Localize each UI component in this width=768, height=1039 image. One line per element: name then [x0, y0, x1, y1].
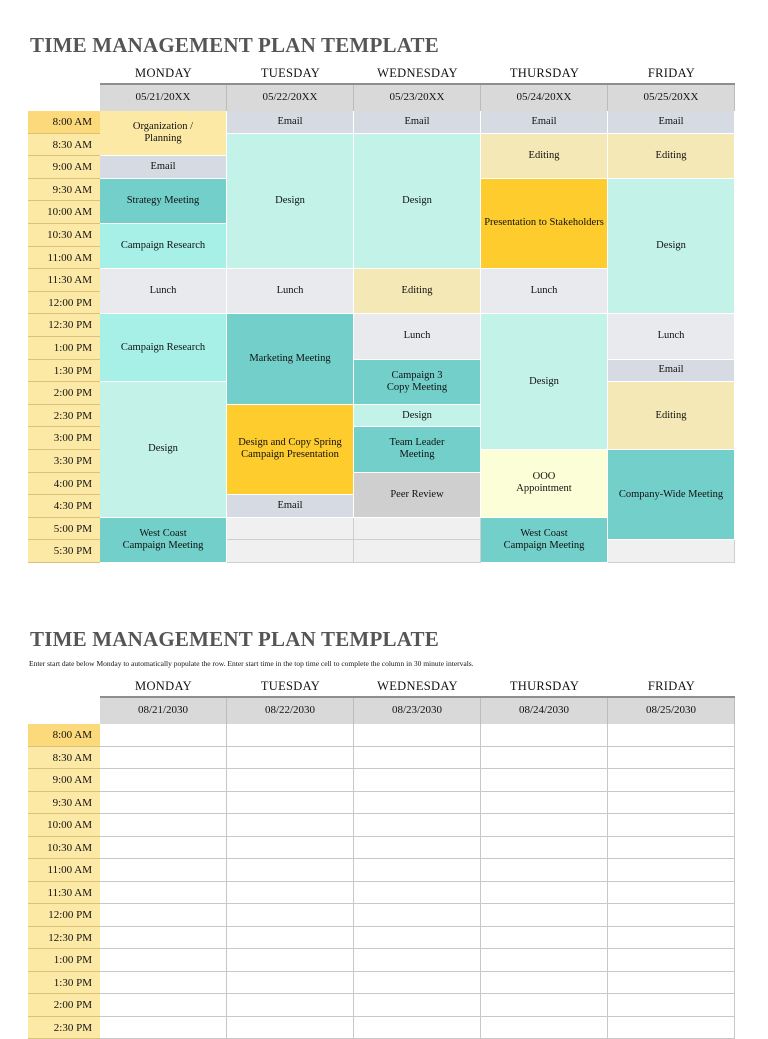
schedule-cell[interactable]	[100, 769, 227, 792]
schedule-event: Organization / Planning	[100, 111, 227, 156]
schedule-event: Design	[608, 179, 735, 315]
schedule-cell[interactable]	[227, 927, 354, 950]
date-cell: 05/25/20XX	[608, 84, 735, 111]
date-cell: 05/22/20XX	[227, 84, 354, 111]
date-cell: 05/23/20XX	[354, 84, 481, 111]
schedule-cell[interactable]	[227, 769, 354, 792]
schedule-cell[interactable]	[608, 904, 735, 927]
schedule-cell[interactable]	[100, 994, 227, 1017]
schedule-event	[227, 540, 354, 563]
schedule-event: Email	[100, 156, 227, 179]
time-slot-label: 8:30 AM	[28, 747, 100, 770]
time-slot-label: 11:00 AM	[28, 859, 100, 882]
page-title: TIME MANAGEMENT PLAN TEMPLATE	[30, 33, 439, 58]
schedule-cell[interactable]	[608, 949, 735, 972]
schedule-event: Lunch	[354, 314, 481, 359]
schedule-cell[interactable]	[481, 1017, 608, 1039]
schedule-event: OOO Appointment	[481, 450, 608, 518]
time-slot-label: 8:30 AM	[28, 134, 100, 157]
schedule-event: Lunch	[481, 269, 608, 314]
time-slot-label: 2:00 PM	[28, 994, 100, 1017]
schedule-cell[interactable]	[481, 882, 608, 905]
schedule-event: Campaign Research	[100, 314, 227, 382]
time-slot-label: 12:00 PM	[28, 292, 100, 315]
schedule-cell[interactable]	[354, 792, 481, 815]
schedule-event: Email	[608, 111, 735, 134]
time-slot-label: 9:00 AM	[28, 156, 100, 179]
schedule-event: Peer Review	[354, 473, 481, 518]
schedule-cell[interactable]	[100, 837, 227, 860]
schedule-event: Design and Copy Spring Campaign Presentation	[227, 405, 354, 495]
schedule-cell[interactable]	[481, 837, 608, 860]
day-header: THURSDAY	[481, 62, 608, 84]
schedule-cell[interactable]	[354, 859, 481, 882]
schedule-cell[interactable]	[100, 747, 227, 770]
schedule-cell[interactable]	[227, 994, 354, 1017]
date-cell: 08/25/2030	[608, 697, 735, 724]
schedule-event: Editing	[608, 382, 735, 450]
schedule-cell[interactable]	[354, 882, 481, 905]
time-slot-label: 4:30 PM	[28, 495, 100, 518]
schedule-event: Email	[481, 111, 608, 134]
schedule-cell[interactable]	[354, 1017, 481, 1039]
schedule-cell[interactable]	[100, 949, 227, 972]
time-slot-label: 4:00 PM	[28, 473, 100, 496]
header-divider	[100, 83, 735, 85]
date-cell: 08/24/2030	[481, 697, 608, 724]
schedule-cell[interactable]	[481, 724, 608, 747]
day-header: FRIDAY	[608, 62, 735, 84]
header-divider	[100, 696, 735, 698]
schedule-cell[interactable]	[481, 747, 608, 770]
schedule-event: West Coast Campaign Meeting	[481, 518, 608, 563]
schedule-cell[interactable]	[608, 837, 735, 860]
time-slot-label: 2:30 PM	[28, 1017, 100, 1039]
schedule-event: Design	[354, 405, 481, 428]
time-slot-label: 2:00 PM	[28, 382, 100, 405]
day-header: TUESDAY	[227, 675, 354, 697]
schedule-cell[interactable]	[354, 904, 481, 927]
date-cell: 05/24/20XX	[481, 84, 608, 111]
schedule-event: Design	[227, 134, 354, 270]
time-slot-label: 2:30 PM	[28, 405, 100, 428]
schedule-event: Design	[354, 134, 481, 270]
schedule-cell[interactable]	[354, 769, 481, 792]
date-cell: 08/23/2030	[354, 697, 481, 724]
day-header: WEDNESDAY	[354, 675, 481, 697]
schedule-cell[interactable]	[354, 724, 481, 747]
schedule-event: Lunch	[227, 269, 354, 314]
schedule-event: Lunch	[608, 314, 735, 359]
template-title: TIME MANAGEMENT PLAN TEMPLATE	[30, 627, 439, 652]
schedule-cell[interactable]	[100, 882, 227, 905]
time-slot-label: 1:30 PM	[28, 360, 100, 383]
schedule-cell[interactable]	[227, 747, 354, 770]
time-slot-label: 12:30 PM	[28, 927, 100, 950]
schedule-cell[interactable]	[100, 904, 227, 927]
time-slot-label: 1:30 PM	[28, 972, 100, 995]
time-slot-label: 10:30 AM	[28, 837, 100, 860]
schedule-event: Email	[227, 111, 354, 134]
schedule-cell[interactable]	[608, 927, 735, 950]
time-slot-label: 11:00 AM	[28, 247, 100, 270]
schedule-cell[interactable]	[100, 1017, 227, 1039]
time-slot-label: 12:30 PM	[28, 314, 100, 337]
time-slot-label: 3:00 PM	[28, 427, 100, 450]
day-header: FRIDAY	[608, 675, 735, 697]
schedule-event: Campaign 3 Copy Meeting	[354, 360, 481, 405]
schedule-grid-example	[28, 62, 735, 564]
schedule-cell[interactable]	[608, 882, 735, 905]
schedule-cell[interactable]	[354, 994, 481, 1017]
schedule-event: West Coast Campaign Meeting	[100, 518, 227, 563]
schedule-cell[interactable]	[100, 972, 227, 995]
schedule-cell[interactable]	[100, 859, 227, 882]
date-cell: 05/21/20XX	[100, 84, 227, 111]
schedule-cell[interactable]	[481, 994, 608, 1017]
schedule-event: Email	[608, 360, 735, 383]
schedule-cell[interactable]	[227, 859, 354, 882]
schedule-event	[227, 518, 354, 541]
schedule-event: Campaign Research	[100, 224, 227, 269]
schedule-cell[interactable]	[354, 837, 481, 860]
schedule-event: Strategy Meeting	[100, 179, 227, 224]
schedule-event: Editing	[481, 134, 608, 179]
time-slot-label: 10:30 AM	[28, 224, 100, 247]
schedule-event: Design	[481, 314, 608, 450]
time-slot-label: 5:30 PM	[28, 540, 100, 563]
schedule-cell[interactable]	[227, 724, 354, 747]
schedule-event: Marketing Meeting	[227, 314, 354, 404]
date-cell: 08/21/2030	[100, 697, 227, 724]
schedule-cell[interactable]	[481, 972, 608, 995]
schedule-cell[interactable]	[608, 769, 735, 792]
day-header: TUESDAY	[227, 62, 354, 84]
schedule-cell[interactable]	[354, 747, 481, 770]
schedule-cell[interactable]	[481, 949, 608, 972]
day-header: THURSDAY	[481, 675, 608, 697]
time-slot-label: 12:00 PM	[28, 904, 100, 927]
schedule-cell[interactable]	[608, 972, 735, 995]
schedule-grid-blank	[28, 675, 735, 1024]
time-slot-label: 11:30 AM	[28, 269, 100, 292]
schedule-cell[interactable]	[608, 724, 735, 747]
time-slot-label: 10:00 AM	[28, 814, 100, 837]
day-header: MONDAY	[100, 675, 227, 697]
date-cell: 08/22/2030	[227, 697, 354, 724]
schedule-event	[354, 518, 481, 541]
schedule-event: Email	[354, 111, 481, 134]
schedule-cell[interactable]	[481, 904, 608, 927]
schedule-cell[interactable]	[227, 1017, 354, 1039]
schedule-cell[interactable]	[354, 927, 481, 950]
schedule-event: Lunch	[100, 269, 227, 314]
schedule-cell[interactable]	[354, 949, 481, 972]
time-slot-label: 11:30 AM	[28, 882, 100, 905]
schedule-cell[interactable]	[608, 859, 735, 882]
schedule-cell[interactable]	[481, 927, 608, 950]
schedule-cell[interactable]	[227, 837, 354, 860]
schedule-cell[interactable]	[100, 814, 227, 837]
schedule-event: Editing	[354, 269, 481, 314]
schedule-cell[interactable]	[481, 792, 608, 815]
schedule-cell[interactable]	[100, 792, 227, 815]
schedule-cell[interactable]	[481, 769, 608, 792]
time-slot-label: 1:00 PM	[28, 337, 100, 360]
time-slot-label: 8:00 AM	[28, 111, 100, 134]
schedule-cell[interactable]	[608, 994, 735, 1017]
schedule-cell[interactable]	[608, 1017, 735, 1039]
schedule-cell[interactable]	[608, 792, 735, 815]
instructions-text: Enter start date below Monday to automatically populate the row. Enter start time in the top time cell to complete the column in 30 minute intervals.	[29, 659, 474, 668]
day-header: WEDNESDAY	[354, 62, 481, 84]
time-slot-label: 10:00 AM	[28, 201, 100, 224]
schedule-cell[interactable]	[608, 814, 735, 837]
day-header: MONDAY	[100, 62, 227, 84]
schedule-event	[354, 540, 481, 563]
schedule-event	[608, 540, 735, 563]
schedule-cell[interactable]	[608, 747, 735, 770]
schedule-event: Email	[227, 495, 354, 518]
schedule-cell[interactable]	[227, 904, 354, 927]
schedule-event: Presentation to Stakeholders	[481, 179, 608, 269]
time-slot-label: 9:00 AM	[28, 769, 100, 792]
schedule-cell[interactable]	[354, 814, 481, 837]
time-slot-label: 9:30 AM	[28, 792, 100, 815]
schedule-event: Team Leader Meeting	[354, 427, 481, 472]
time-slot-label: 5:00 PM	[28, 518, 100, 541]
time-slot-label: 1:00 PM	[28, 949, 100, 972]
schedule-cell[interactable]	[227, 792, 354, 815]
schedule-cell[interactable]	[227, 814, 354, 837]
schedule-cell[interactable]	[227, 972, 354, 995]
schedule-cell[interactable]	[354, 972, 481, 995]
time-slot-label: 8:00 AM	[28, 724, 100, 747]
schedule-cell[interactable]	[227, 949, 354, 972]
schedule-cell[interactable]	[481, 859, 608, 882]
time-slot-label: 9:30 AM	[28, 179, 100, 202]
time-slot-label: 3:30 PM	[28, 450, 100, 473]
schedule-event: Editing	[608, 134, 735, 179]
schedule-cell[interactable]	[227, 882, 354, 905]
schedule-cell[interactable]	[100, 927, 227, 950]
schedule-event: Company-Wide Meeting	[608, 450, 735, 540]
schedule-event: Design	[100, 382, 227, 518]
schedule-cell[interactable]	[481, 814, 608, 837]
schedule-cell[interactable]	[100, 724, 227, 747]
